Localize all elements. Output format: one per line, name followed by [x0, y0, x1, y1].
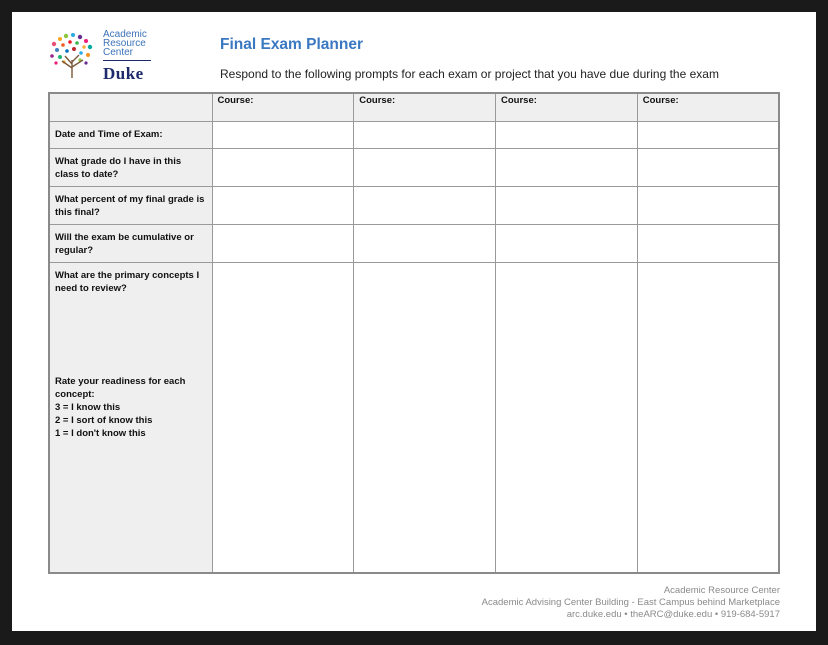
rating-line-2: 2 = I sort of know this [55, 414, 153, 426]
row-label-concepts [49, 262, 212, 573]
cell-input[interactable] [496, 224, 638, 262]
cell-input[interactable] [354, 121, 496, 148]
logo-line-resource: Resource [103, 38, 146, 49]
cell-input[interactable] [212, 186, 354, 224]
table-row [49, 148, 779, 186]
footer-contacts: arc.duke.edu • theARC@duke.edu • 919-684-5917 [566, 609, 780, 620]
cell-input[interactable] [212, 262, 354, 573]
footer-address: Academic Advising Center Building - East Campus behind Marketplace [481, 597, 780, 608]
row-label-grade: What grade do I have in this class to date? [49, 148, 212, 186]
row-label-percent: What percent of my final grade is this final? [49, 186, 212, 224]
logo-divider [103, 60, 151, 61]
table-row [49, 262, 779, 573]
rating-line-1: 1 = I don't know this [55, 427, 146, 439]
arc-logo [46, 30, 156, 92]
cell-input[interactable] [637, 262, 779, 573]
table-row [49, 121, 779, 148]
row-label-cumulative: Will the exam be cumulative or regular? [49, 224, 212, 262]
footer-org: Academic Resource Center [663, 585, 780, 596]
cell-input[interactable] [496, 148, 638, 186]
course-header-4[interactable]: Course: [637, 93, 779, 121]
document-page [12, 12, 816, 631]
cell-input[interactable] [354, 224, 496, 262]
table-header-row [49, 93, 779, 121]
cell-input[interactable] [637, 121, 779, 148]
cell-input[interactable] [637, 148, 779, 186]
logo-wordmark [103, 30, 147, 57]
cell-input[interactable] [496, 121, 638, 148]
rating-legend [55, 375, 207, 440]
course-header-1[interactable]: Course: [212, 93, 354, 121]
cell-input[interactable] [637, 186, 779, 224]
cell-input[interactable] [212, 224, 354, 262]
table-row [49, 224, 779, 262]
cell-input[interactable] [354, 262, 496, 573]
cell-input[interactable] [496, 262, 638, 573]
cell-input[interactable] [212, 121, 354, 148]
cell-input[interactable] [354, 186, 496, 224]
header-blank-cell [49, 93, 212, 121]
rating-line-3: 3 = I know this [55, 401, 121, 413]
footer-contact [482, 585, 780, 621]
course-header-2[interactable]: Course: [354, 93, 496, 121]
cell-input[interactable] [354, 148, 496, 186]
row-label-date-time: Date and Time of Exam: [49, 121, 212, 148]
logo-line-academic: Academic [103, 29, 147, 40]
logo-duke: Duke [103, 64, 144, 83]
rating-intro: Rate your readiness for each concept: [55, 375, 186, 400]
page-subtitle: Respond to the following prompts for each exam or project that you have due during the exam [220, 67, 719, 81]
cell-input[interactable] [496, 186, 638, 224]
page-title: Final Exam Planner [220, 36, 363, 53]
cell-input[interactable] [212, 148, 354, 186]
exam-planner-table [48, 92, 780, 574]
tree-logo-icon [46, 30, 102, 80]
logo-line-center: Center [103, 47, 134, 58]
concepts-prompt: What are the primary concepts I need to review? [55, 269, 200, 294]
cell-input[interactable] [637, 224, 779, 262]
course-header-3[interactable]: Course: [496, 93, 638, 121]
table-row [49, 186, 779, 224]
